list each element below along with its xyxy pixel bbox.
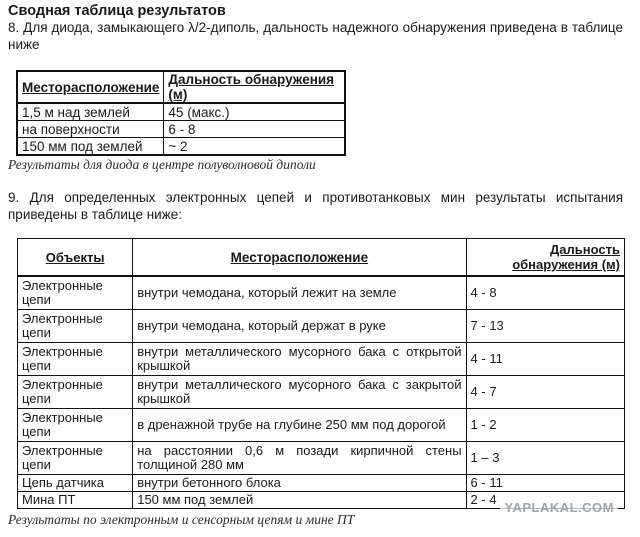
cell-object: Электронные цепи: [18, 441, 133, 474]
table-row: [18, 474, 625, 491]
cell-location: внутри металлического мусорного бака с открытой крышкой: [133, 342, 466, 375]
cell-location: в дренажной трубе на глубине 250 мм под дорогой: [133, 408, 466, 441]
cell-object: Электронные цепи: [18, 276, 133, 309]
table-row: [18, 309, 625, 342]
paragraph-8: 8. Для диода, замыкающего λ/2-диполь, дальность надежного обнаружения приведена в таблице ниже: [8, 20, 623, 52]
watermark-logo: YAPLAKAL.COM: [500, 500, 618, 515]
cell-range: 4 - 11: [466, 342, 624, 375]
paragraph-9: 9. Для определенных электронных цепей и противотанковых мин результаты испытания приведены в таблице ниже:: [8, 190, 623, 222]
cell-range: 6 - 8: [164, 121, 346, 138]
cell-object: Электронные цепи: [18, 309, 133, 342]
table-header-row: [18, 239, 625, 277]
cell-range: 4 - 7: [466, 375, 624, 408]
table-row: [17, 103, 345, 121]
table-header-row: [17, 71, 345, 103]
cell-object: Мина ПТ: [18, 491, 133, 508]
results-table-circuits: [17, 238, 625, 509]
table-row: [18, 342, 625, 375]
doc-title: Сводная таблица результатов: [8, 3, 226, 19]
cell-location: на поверхности: [17, 121, 164, 138]
column-header-range: Дальность обнаружения (м): [164, 71, 346, 103]
cell-location: 150 мм под землей: [133, 491, 466, 508]
table-row: [18, 441, 625, 474]
column-header-range: Дальность обнаружения (м): [466, 239, 624, 277]
table-row: [17, 138, 345, 156]
table-caption-diode: Результаты для диода в центре полуволновой диполи: [8, 157, 316, 172]
results-table-diode: [16, 70, 346, 156]
cell-location: внутри бетонного блока: [133, 474, 466, 491]
cell-object: Электронные цепи: [18, 342, 133, 375]
table-row: [17, 121, 345, 138]
cell-object: Цепь датчика: [18, 474, 133, 491]
cell-location: внутри чемодана, который держат в руке: [133, 309, 466, 342]
cell-range: 1 – 3: [466, 441, 624, 474]
cell-range: 6 - 11: [466, 474, 624, 491]
column-header-location: Месторасположение: [133, 239, 466, 277]
table-row: [18, 408, 625, 441]
table-row: [18, 276, 625, 309]
table-row: [18, 375, 625, 408]
table-caption-circuits: Результаты по электронным и сенсорным цепям и мине ПТ: [8, 512, 355, 527]
cell-range: 2 - 4: [466, 491, 624, 508]
cell-location: внутри металлического мусорного бака с закрытой крышкой: [133, 375, 466, 408]
cell-range: 7 - 13: [466, 309, 624, 342]
cell-range: 45 (макс.): [164, 103, 346, 121]
cell-location: внутри чемодана, который лежит на земле: [133, 276, 466, 309]
cell-object: Электронные цепи: [18, 408, 133, 441]
column-header-location: Месторасположение: [17, 71, 164, 103]
cell-object: Электронные цепи: [18, 375, 133, 408]
cell-location: на расстоянии 0,6 м позади кирпичной стены толщиной 280 мм: [133, 441, 466, 474]
cell-range: ~ 2: [164, 138, 346, 156]
cell-range: 4 - 8: [466, 276, 624, 309]
cell-location: 150 мм под землей: [17, 138, 164, 156]
cell-location: 1,5 м над землей: [17, 103, 164, 121]
column-header-objects: Объекты: [18, 239, 133, 277]
cell-range: 1 - 2: [466, 408, 624, 441]
